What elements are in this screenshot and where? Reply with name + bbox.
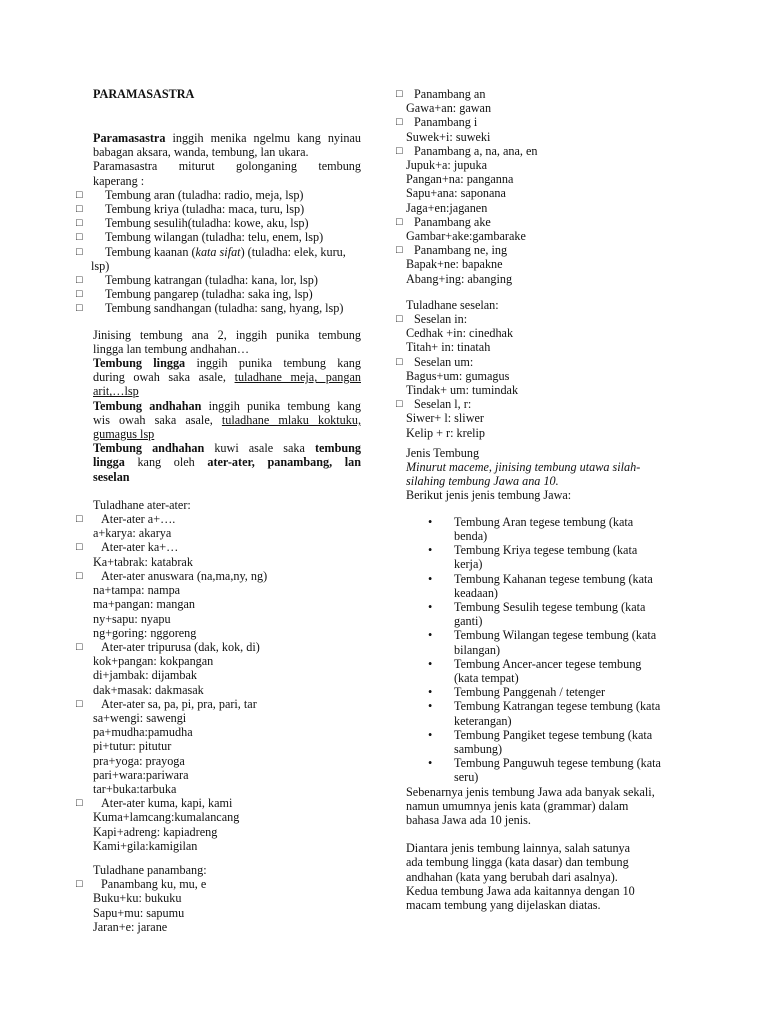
list-item: □ Tembung katrangan (tuladha: kana, lor, lsp)	[76, 273, 318, 288]
example-line: kok+pangan: kokpangan	[93, 654, 214, 669]
jinis-text: arit,…lsp	[93, 384, 139, 399]
jenis-item-line: seru)	[454, 770, 479, 785]
example-line: tar+buka:tarbuka	[93, 781, 177, 796]
jinis-text: Tembung andhahan inggih punika tembung kang	[93, 398, 361, 413]
bullet-box-icon: □	[396, 398, 403, 411]
group-heading-label: Ater-ater kuma, kapi, kami	[101, 796, 233, 811]
example-line: pari+wara:pariwara	[93, 767, 189, 782]
example-line: Sapu+mu: sapumu	[93, 905, 185, 920]
jenis-heading: Jenis Tembung	[406, 445, 480, 460]
bullet-box-icon: □	[76, 640, 83, 653]
bullet-box-icon: □	[76, 302, 83, 315]
example-line: ma+pangan: mangan	[93, 597, 195, 612]
jenis-item-line: keadaan)	[454, 585, 498, 600]
jinis-text: lingga kang oleh ater-ater, panambang, lan	[93, 455, 361, 470]
group-heading	[76, 877, 361, 892]
group-heading-label: Panambang an	[414, 87, 486, 101]
example-line: Kapi+adreng: kapiadreng	[93, 824, 218, 839]
group-heading	[76, 639, 361, 654]
jenis-item	[406, 600, 676, 628]
list-item: □ Tembung kaanan (kata sifat) (tuladha: elek, kuru,	[76, 244, 346, 259]
panambang-left-list	[76, 877, 361, 934]
example-line: ny+sapu: nyapu	[93, 611, 171, 626]
group-heading	[396, 243, 676, 258]
group-heading	[396, 312, 676, 327]
bullet-box-icon: □	[76, 203, 83, 216]
bullet-box-icon: □	[76, 245, 83, 258]
example-line: Tindak+ um: tumindak	[406, 383, 519, 398]
jenis-item-line: bilangan)	[454, 642, 501, 657]
jenis-item-line: (kata tempat)	[454, 670, 519, 685]
list-item: □ Tembung aran (tuladha: radio, meja, lsp)	[76, 187, 304, 202]
example-line: dak+masak: dakmasak	[93, 682, 204, 697]
bullet-box-icon: □	[396, 313, 403, 326]
example-line: a+karya: akarya	[93, 526, 172, 541]
jenis-item-line: • Tembung Panguwuh tegese tembung (kata	[454, 756, 661, 771]
group-heading-label: Seselan l, r:	[414, 397, 472, 412]
closing-line: ada tembung lingga (kata dasar) dan tembung	[406, 855, 629, 870]
panambang-heading: Tuladhane panambang:	[93, 862, 207, 877]
group-heading-label: Panambang ake	[414, 214, 491, 229]
example-line: Sapu+ana: saponana	[406, 186, 506, 201]
jenis-item	[406, 756, 676, 784]
example-line: Kami+gila:kamigilan	[93, 838, 198, 853]
closing-paragraph-2	[406, 841, 676, 912]
group-heading	[76, 568, 361, 583]
jenis-item-line: • Tembung Ancer-ancer tegese tembung	[454, 656, 642, 671]
example-line: Buku+ku: bukuku	[93, 891, 182, 906]
list-item-continuation: lsp)	[91, 258, 110, 273]
group-heading-label: Panambang a, na, ana, en	[414, 143, 538, 158]
jinis-text: seselan	[93, 469, 130, 484]
bullet-box-icon: □	[396, 355, 403, 368]
group-heading	[76, 540, 361, 555]
bullet-box-icon: □	[396, 244, 403, 257]
example-line: Gawa+an: gawan	[406, 101, 492, 116]
group-heading-label: Ater-ater a+….	[101, 512, 176, 527]
example-line: Abang+ing: abanging	[406, 271, 513, 286]
jenis-item-line: • Tembung Aran tegese tembung (kata	[454, 514, 634, 529]
group-heading	[76, 696, 361, 711]
group-heading	[396, 143, 676, 158]
jinis-text: Tembung andhahan kuwi asale saka tembung	[93, 441, 362, 456]
closing-line: Kedua tembung Jawa ada kaitannya dengan 10	[406, 883, 635, 898]
example-line: Jaga+en:jaganen	[406, 200, 488, 215]
jenis-item	[406, 543, 676, 571]
jenis-italic-text: Minurut maceme, jinising tembung utawa silah-	[406, 460, 641, 475]
jinis-text: Tembung lingga inggih punika tembung kang	[93, 356, 361, 371]
list-item: □ Tembung kriya (tuladha: maca, turu, lsp)	[76, 202, 305, 217]
example-line: Kelip + r: krelip	[406, 425, 485, 440]
jenis-item-line: • Tembung Kahanan tegese tembung (kata	[454, 571, 653, 586]
jenis-item	[406, 572, 676, 600]
group-heading	[396, 354, 676, 369]
right-column	[396, 87, 676, 912]
example-line: ng+goring: nggoreng	[93, 625, 197, 640]
page-title: PARAMASASTRA	[93, 87, 195, 101]
ater-list	[76, 512, 361, 853]
jenis-item-line: • Tembung Pangiket tegese tembung (kata	[454, 727, 653, 742]
example-line: pra+yoga: prayoga	[93, 753, 185, 768]
group-heading	[76, 796, 361, 811]
group-heading-label: Ater-ater tripurusa (dak, kok, di)	[101, 639, 260, 654]
bullet-box-icon: □	[76, 188, 83, 201]
example-line: sa+wengi: sawengi	[93, 710, 187, 725]
example-line: Cedhak +in: cinedhak	[406, 326, 514, 341]
list-item: □ Tembung sesulih(tuladha: kowe, aku, lsp)	[76, 216, 309, 231]
jinis-text: wis owah saka asale, tuladhane mlaku koktuku,	[93, 412, 361, 427]
group-heading-label: Ater-ater sa, pa, pi, pra, pari, tar	[101, 696, 257, 711]
jenis-item-line: • Tembung Katrangan tegese tembung (kata	[454, 699, 661, 714]
ater-heading: Tuladhane ater-ater:	[93, 497, 191, 512]
jenis-item-line: ganti)	[454, 614, 483, 629]
closing-paragraph-1	[406, 785, 676, 828]
intro-line: babagan aksara, wanda, tembung, lan ukara.	[93, 145, 309, 160]
example-line: pi+tutur: pitutur	[93, 739, 172, 754]
group-heading-label: Ater-ater anuswara (na,ma,ny, ng)	[101, 568, 268, 583]
example-line: Bagus+um: gumagus	[406, 368, 510, 383]
example-line: Gambar+ake:gambarake	[406, 229, 526, 244]
jenis-item	[406, 515, 676, 543]
list-item: □ Tembung sandhangan (tuladha: sang, hyang, lsp)	[76, 301, 344, 316]
example-line: Kuma+lamcang:kumalancang	[93, 810, 240, 825]
jenis-intro: Berikut jenis jenis tembung Jawa:	[406, 488, 572, 503]
jenis-item-line: kerja)	[454, 557, 483, 572]
example-line: Suwek+i: suweki	[406, 129, 491, 144]
group-heading-label: Seselan in:	[414, 312, 468, 327]
list-item: □ Tembung pangarep (tuladha: saka ing, lsp)	[76, 287, 313, 302]
intro-line: kaperang :	[93, 173, 145, 188]
jenis-item-line: • Tembung Kriya tegese tembung (kata	[454, 543, 638, 558]
bullet-box-icon: □	[396, 215, 403, 228]
seselan-list	[396, 312, 676, 440]
bullet-box-icon: □	[76, 231, 83, 244]
jenis-list	[406, 515, 676, 785]
group-heading-label: Seselan um:	[414, 354, 474, 369]
bullet-box-icon: □	[76, 513, 83, 526]
group-heading	[396, 214, 676, 229]
closing-line: macam tembung yang dijelaskan diatas.	[406, 897, 601, 912]
jenis-item-line: benda)	[454, 528, 488, 543]
closing-line: bahasa Jawa ada 10 jenis.	[406, 812, 531, 827]
jenis-item-line: sambung)	[454, 741, 503, 756]
jinis-text: during owah saka asale, tuladhane meja, pangan	[93, 370, 361, 385]
intro-line: Paramasastra inggih menika ngelmu kang nyinau	[93, 131, 361, 145]
bullet-box-icon: □	[76, 697, 83, 710]
jenis-item-line: • Tembung Panggenah / tetenger	[454, 685, 606, 700]
jinis-section	[93, 328, 361, 484]
bullet-box-icon: □	[76, 569, 83, 582]
closing-line: Diantara jenis tembung lainnya, salah satunya	[406, 841, 631, 856]
closing-line: namun umumnya jenis kata (grammar) dalam	[406, 798, 629, 813]
panambang-right-list	[396, 87, 676, 286]
example-line: Titah+ in: tinatah	[406, 340, 491, 355]
left-column	[76, 131, 362, 934]
closing-line: andhahan (kata yang berubah dari asalnya).	[406, 869, 618, 884]
bullet-box-icon: □	[76, 288, 83, 301]
jenis-item-line: keterangan)	[454, 713, 512, 728]
group-heading	[76, 512, 361, 527]
bullet-box-icon: □	[76, 274, 83, 287]
jenis-item	[406, 628, 676, 656]
group-heading	[396, 87, 676, 101]
group-heading-label: Ater-ater ka+…	[101, 540, 179, 555]
group-heading-label: Panambang ne, ing	[414, 243, 508, 258]
example-line: Jaran+e: jarane	[93, 919, 168, 934]
group-heading	[396, 115, 676, 130]
example-line: Pangan+na: panganna	[406, 172, 514, 187]
bullet-box-icon: □	[76, 797, 83, 810]
jinis-text: gumagus lsp	[93, 427, 155, 442]
bullet-box-icon: □	[76, 217, 83, 230]
example-line: na+tampa: nampa	[93, 583, 181, 598]
jenis-item	[406, 728, 676, 756]
jenis-item	[406, 699, 676, 727]
bullet-box-icon: □	[396, 116, 403, 129]
jenis-item	[406, 657, 676, 685]
jenis-item	[406, 685, 676, 699]
example-line: Ka+tabrak: katabrak	[93, 554, 193, 569]
golongan-list	[76, 187, 361, 316]
example-line: pa+mudha:pamudha	[93, 725, 193, 740]
intro-line: Paramasastra miturut golonganing tembung	[93, 159, 361, 174]
bullet-box-icon: □	[396, 144, 403, 157]
jenis-item-line: • Tembung Wilangan tegese tembung (kata	[454, 628, 657, 643]
bullet-box-icon: □	[396, 88, 403, 100]
example-line: Siwer+ l: sliwer	[406, 411, 484, 426]
jenis-item-line: • Tembung Sesulih tegese tembung (kata	[454, 599, 646, 614]
group-heading	[396, 397, 676, 412]
jinis-text: Jinising tembung ana 2, inggih punika tembung	[93, 327, 361, 342]
bullet-box-icon: □	[76, 878, 83, 891]
example-line: Jupuk+a: jupuka	[406, 158, 488, 173]
jinis-text: lingga lan tembung andhahan…	[93, 341, 250, 356]
example-line: di+jambak: dijambak	[93, 668, 198, 683]
list-item: □ Tembung wilangan (tuladha: telu, enem, lsp)	[76, 230, 324, 245]
group-heading-label: Panambang i	[414, 115, 478, 130]
bullet-box-icon: □	[76, 541, 83, 554]
closing-line: Sebenarnya jenis tembung Jawa ada banyak sekali,	[406, 784, 655, 799]
group-heading-label: Panambang ku, mu, e	[101, 877, 207, 892]
jenis-italic-text: silahing tembung Jawa ana 10.	[406, 474, 559, 489]
seselan-heading: Tuladhane seselan:	[406, 297, 499, 312]
example-line: Bapak+ne: bapakne	[406, 257, 503, 272]
